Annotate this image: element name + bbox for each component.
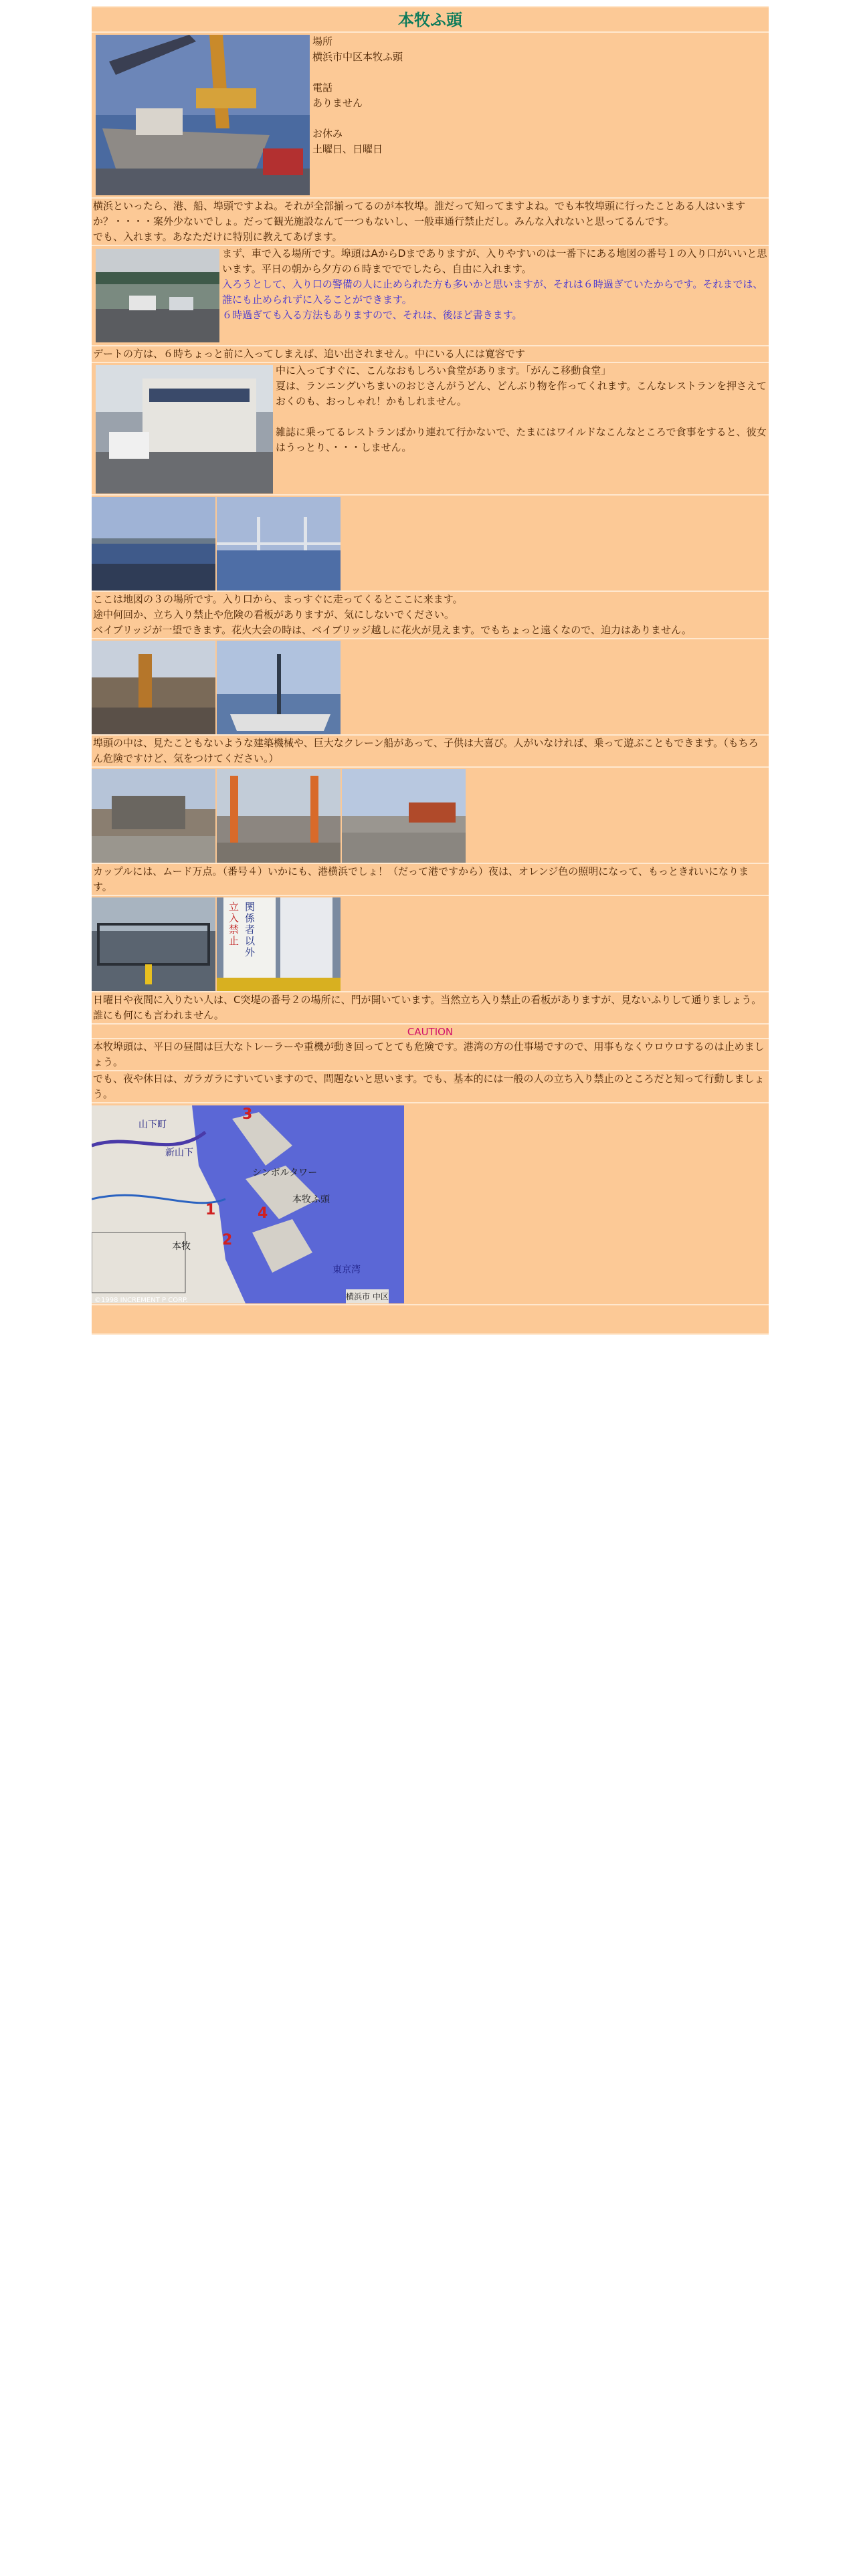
- canteen-text: 夏は、ランニングいちまいのおじさんがうどん、どんぶり物を作ってくれます。こんなレストランを押さえておくのも、おっしゃれ！かもしれません。: [276, 380, 767, 407]
- caution-heading: CAUTION: [92, 1023, 769, 1038]
- bridge-photos-row: [92, 494, 769, 591]
- sign-text-col1: 立 入 禁 止: [229, 901, 240, 947]
- map-label: 横浜市 中区: [346, 1289, 389, 1303]
- place-value: 横浜市中区本牧ふ頭: [312, 51, 403, 63]
- holiday-value: 土曜日、日曜日: [312, 143, 383, 155]
- map-label: 本牧: [172, 1241, 191, 1252]
- place3-text: ベイブリッジが一望できます。花火大会の時は、ベイブリッジ越しに花火が見えます。でもちょっと遠くなので、迫力はありません。: [93, 624, 692, 636]
- canteen-text-block: [274, 363, 769, 494]
- night-gate-photo: [92, 897, 215, 991]
- machinery-photos-row: [92, 638, 769, 734]
- page-title: 本牧ふ頭: [92, 6, 769, 31]
- entry-text-block: [221, 246, 769, 345]
- harbor-view-photo: [92, 497, 215, 591]
- construction-machine-photo: [92, 641, 215, 734]
- intro-text: でも、入れます。あなただけに特別に教えてあげます。: [93, 231, 343, 243]
- area-map: [92, 1105, 404, 1303]
- map-label: 本牧ふ頭: [292, 1194, 330, 1205]
- bay-bridge-photo: [217, 497, 341, 591]
- date-note: デートの方は、６時ちょっと前に入ってしまえば、追い出されません。中にいる人には寛容です: [92, 345, 769, 362]
- map-number-3: 3: [242, 1106, 253, 1123]
- gate-photos-row: [92, 895, 769, 991]
- info-block: [311, 33, 404, 197]
- page-table: [92, 6, 769, 1335]
- orange-cranes-photo: [217, 769, 341, 863]
- map-row: [92, 1102, 769, 1304]
- map-label: 新山下: [165, 1148, 193, 1158]
- caution-text: でも、夜や休日は、ガラガラにすいていますので、問題ないと思います。でも、基本的には一般の人の立ち入り禁止のところだと知って行動しましょう。: [93, 1073, 765, 1100]
- canteen-text: 雑誌に乗ってるレストランばかり連れて行かないで、たまにはワイルドなこんなところで食事をすると、彼女はうっとり、・・・しません。: [276, 426, 767, 453]
- place3-block: [92, 591, 769, 638]
- gate-text: 日曜日や夜間に入りたい人は、C突堤の番号２の場所に、門が開いています。当然立ち入り禁止の看板がありますが、見ないふりして通りましょう。誰にも何にも言われません。: [92, 991, 769, 1023]
- page-footer: [92, 1304, 769, 1335]
- wharf-view-photo: [342, 769, 466, 863]
- couple-photos-row: [92, 766, 769, 863]
- intro-block: [92, 197, 769, 245]
- caution-block: [92, 1038, 769, 1070]
- place-label: 場所: [312, 35, 333, 47]
- map-copyright: ©1998 INCREMENT P CORP.: [94, 1297, 188, 1303]
- map-label: シンボルタワー: [252, 1168, 318, 1178]
- sign-text-col2: 関 係 者 以 外: [245, 901, 256, 958]
- map-label: 東京湾: [332, 1265, 361, 1275]
- entry-warning-text: 入ろうとして、入り口の警備の人に止められた方も多いかと思いますが、それは６時過ぎていたからです。それまでは、誰にも止められずに入ることができます。: [222, 278, 763, 306]
- place3-text: ここは地図の３の場所です。入り口から、まっすぐに走ってくるとここに来ます。: [93, 593, 463, 605]
- ship-dock-photo: [92, 769, 215, 863]
- children-text: 埠頭の中は、見たこともないような建築機械や、巨大なクレーン船があって、子供は大喜び。人がいなければ、乗って遊ぶこともできます。（もちろん危険ですけど、気をつけてください。）: [92, 734, 769, 766]
- caution-block: [92, 1070, 769, 1102]
- cargo-ship-photo: [96, 35, 310, 195]
- couple-text: カップルには、ムード万点。（番号４）いかにも、港横浜でしょ！（だって港ですから）夜は、オレンジ色の照明になって、もっときれいになります。: [92, 863, 769, 895]
- caution-text: 本牧埠頭は、平日の昼間は巨大なトレーラーや重機が動き回ってとても危険です。港湾の方の仕事場ですので、用事もなくウロウロするのは止めましょう。: [93, 1041, 765, 1068]
- map-number-1: 1: [205, 1202, 216, 1218]
- entry-row: [92, 245, 769, 345]
- entrance-gate-photo: [96, 249, 219, 342]
- holiday-label: お休み: [312, 128, 343, 140]
- crane-ship-photo: [217, 641, 341, 734]
- phone-label: 電話: [312, 82, 333, 94]
- place3-text: 途中何回か、立ち入り禁止や危険の看板がありますが、気にしないでください。: [93, 609, 455, 621]
- info-row: [92, 31, 769, 197]
- canteen-truck-photo: [96, 365, 273, 494]
- intro-text: 横浜といったら、港、船、埠頭ですよね。それが全部揃ってるのが本牧埠。誰だって知ってますよね。でも本牧埠頭に行ったことある人はいますか？・・・・案外少ないでしょ。だって観光施設なんて一つもないし、一般車通行禁止だし。みんな入れないと思ってるんです。: [93, 200, 746, 227]
- entry-text: まず、車で入る場所です。埠頭はAからDまでありますが、入りやすいのは一番下にある地図の番号１の入り口がいいと思います。平日の朝から夕方の６時までででしたら、自由に入れます。: [222, 247, 767, 275]
- map-number-2: 2: [222, 1232, 233, 1249]
- map-label: 山下町: [138, 1119, 167, 1130]
- no-entry-sign-photo: [217, 897, 341, 991]
- map-number-4: 4: [258, 1205, 268, 1222]
- phone-value: ありません: [312, 97, 363, 109]
- canteen-row: [92, 362, 769, 494]
- entry-after6-text: ６時過ぎても入る方法もありますので、それは、後ほど書きます。: [222, 309, 522, 321]
- canteen-text: 中に入ってすぐに、こんなおもしろい食堂があります。「がんこ移動食堂」: [276, 364, 611, 377]
